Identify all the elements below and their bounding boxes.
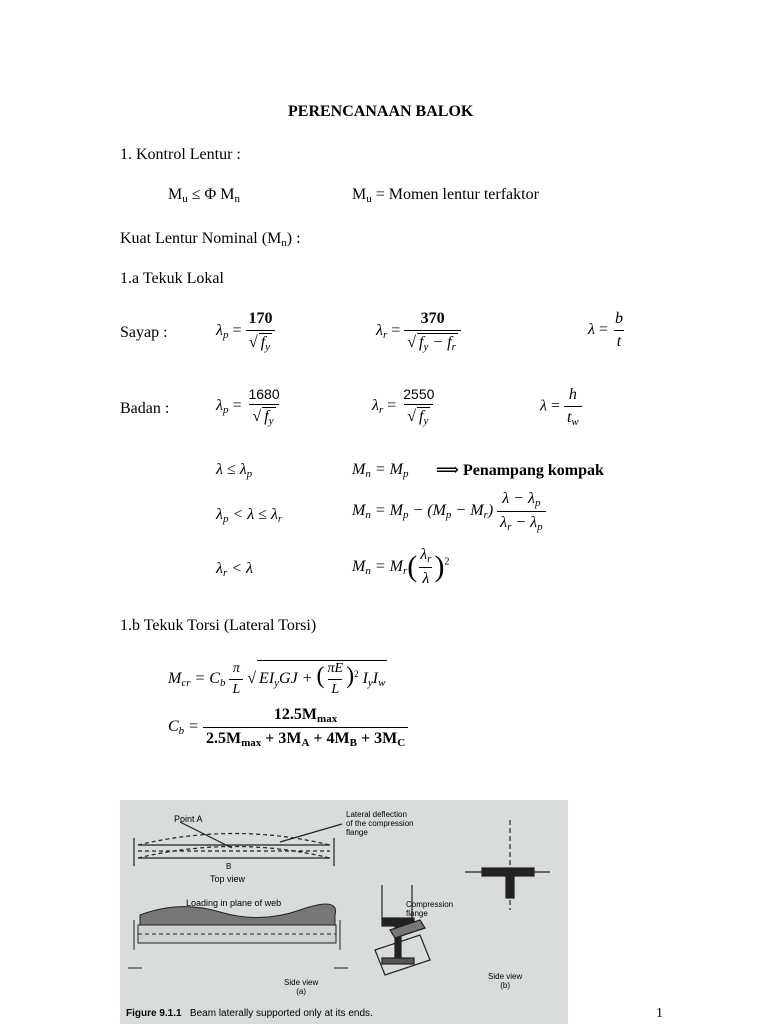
- condition-1: $\lambda \le \lambda_p$: [216, 461, 253, 480]
- kuat-lentur-heading: Kuat Lentur Nominal $(M_n)$ :: [120, 230, 301, 249]
- section-tekuk-torsi: 1.b Tekuk Torsi (Lateral Torsi): [120, 617, 317, 634]
- label-loading: Loading in plane of web: [186, 898, 282, 908]
- mcr-equation: $M_{cr} = C_b$ $\frac{\pi}{L}$ √ $EI_yGJ$ + ( $\frac{\pi E}{L}$ )$^2$ $I_yI_w$: [168, 660, 386, 697]
- label-side-view-b: Side view (b): [488, 972, 523, 990]
- label-point-a: Point A: [174, 814, 203, 824]
- figure-caption: Figure 9.1.1 Beam laterally supported only at its ends.: [126, 1008, 373, 1019]
- label-side-view-a: Side view (a): [284, 978, 319, 996]
- condition-3: $\lambda_r < \lambda$: [216, 560, 253, 579]
- sayap-lambda-r: $\lambda_r$ = $\frac{370}{√ f_y - f_r}$: [376, 310, 461, 353]
- result-3: $M_n = M_r$( $\frac{\lambda_r}{\lambda}$ )$^2$: [352, 546, 450, 587]
- label-compression: Compression flange: [406, 900, 454, 918]
- label-top-view: Top view: [210, 874, 246, 884]
- label-b: B: [226, 862, 232, 871]
- badan-lambda-p: $\lambda_p$ = $\frac{1680}{√ f_y}$: [216, 386, 280, 427]
- double-arrow-icon: ⟹: [436, 462, 459, 479]
- page-number: 1: [656, 1006, 663, 1021]
- sayap-lambda: λ = $\frac{b}{t}$: [588, 310, 623, 350]
- badan-lambda: λ = $\frac{h}{t_w}$: [540, 386, 582, 428]
- sayap-lambda-p: $\lambda_p$ = $\frac{170}{√ f_y}$: [216, 310, 275, 353]
- section-tekuk-lokal: 1.a Tekuk Lokal: [120, 270, 224, 287]
- condition-2: $\lambda_p < \lambda \le \lambda_r$: [216, 506, 283, 525]
- definition-mu: $M_u$ = Momen lentur terfaktor: [352, 186, 539, 205]
- badan-label: Badan :: [120, 400, 170, 417]
- sayap-label: Sayap :: [120, 324, 168, 341]
- penampang-kompak: ⟹ Penampang kompak: [436, 462, 604, 479]
- result-1: $M_n = M_p$: [352, 461, 409, 480]
- cb-equation: $C_b$ = $\frac{12.5M_{max}}{2.5M_{max} + 3M_A + 4M_B + 3M_C}$: [168, 706, 408, 749]
- beam-figure: [120, 800, 568, 1024]
- section-kontrol-lentur: 1. Kontrol Lentur :: [120, 146, 241, 163]
- page-title: PERENCANAAN BALOK: [288, 103, 474, 120]
- equation-mu-phi-mn: $M_u \le \Phi$ $M_n$: [168, 186, 240, 205]
- result-2: $M_n = M_p - (M_p - M_r)$ $\frac{\lambda - \lambda_p}{\lambda_r - \lambda_p}$: [352, 490, 546, 533]
- beam-diagram: [120, 800, 568, 1024]
- label-lateral: Lateral deflection of the compression flange: [346, 810, 414, 837]
- badan-lambda-r: $\lambda_r$ = $\frac{2550}{√ f_y}$: [372, 386, 435, 427]
